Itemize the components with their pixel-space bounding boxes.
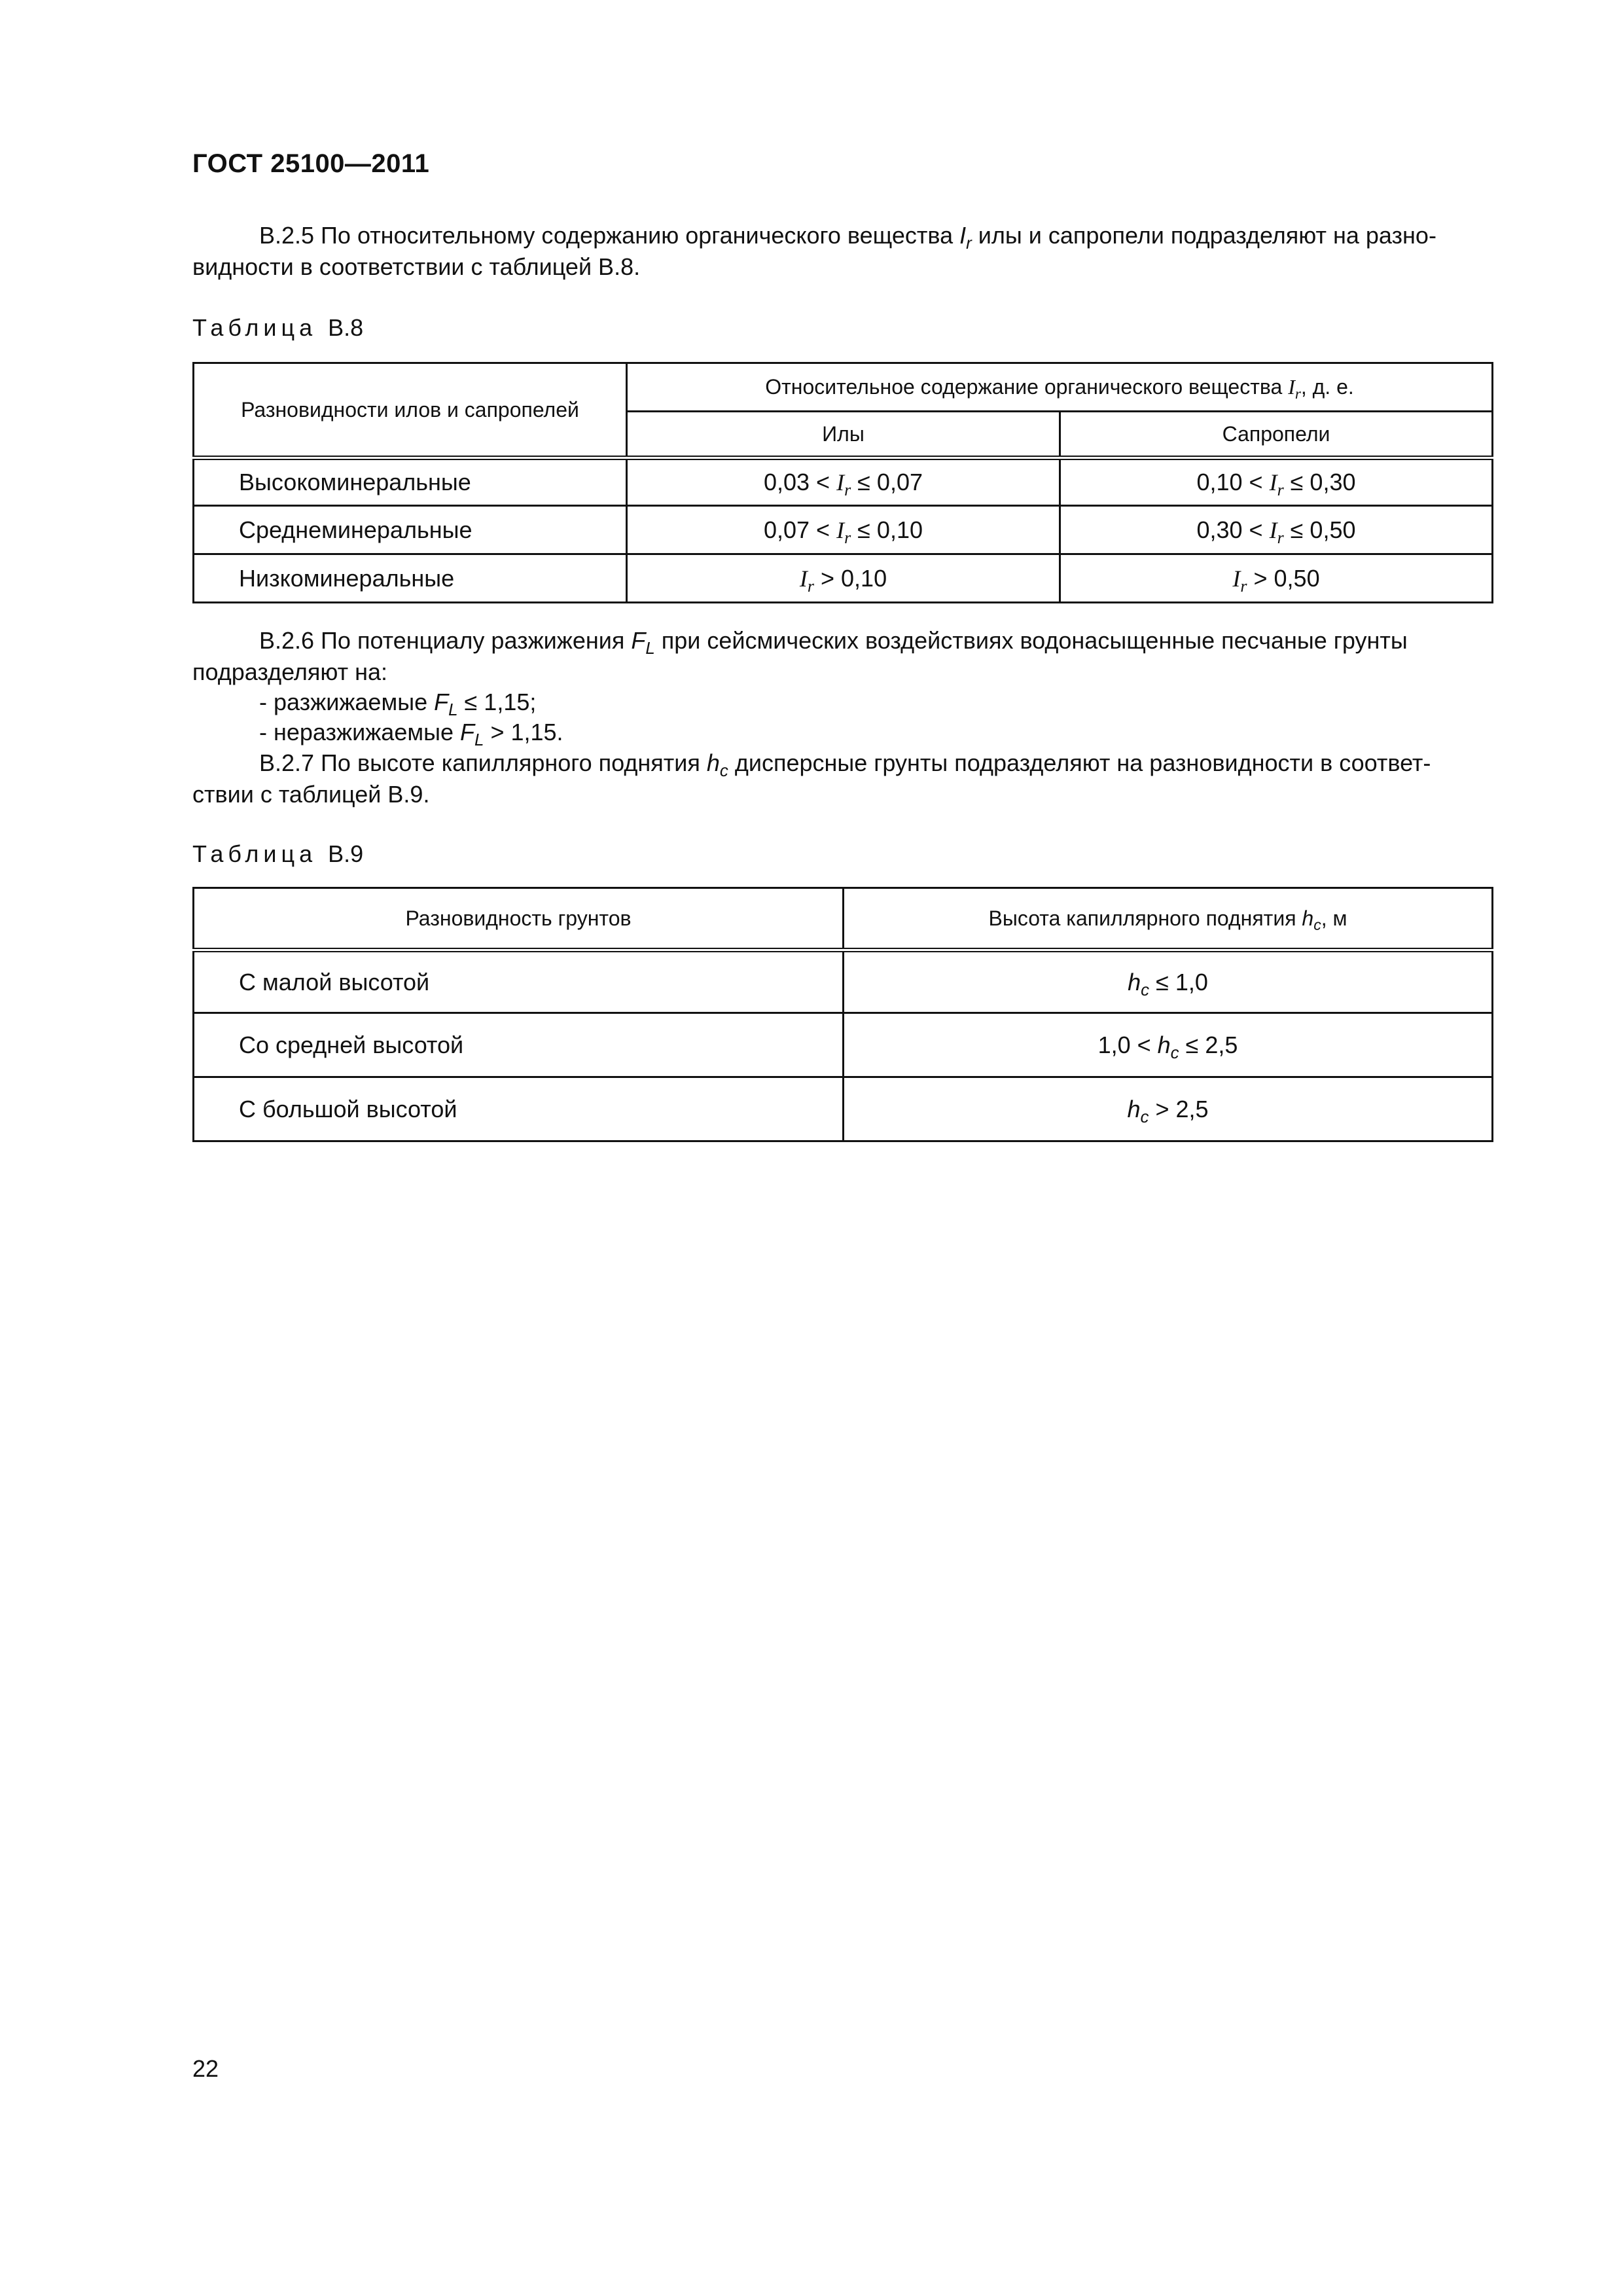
table-row: [194, 950, 1493, 1013]
subscript: r: [844, 528, 851, 547]
symbol: I: [959, 222, 967, 249]
paragraph-b25-line2: видности в соответствии с таблицей В.8.: [192, 253, 641, 280]
text: 1,0 <: [1097, 1031, 1158, 1058]
header-text: Высота капиллярного поднятия: [988, 906, 1302, 930]
table-row: [194, 506, 1493, 554]
cell-ily: [627, 458, 1060, 506]
paragraph-b26-line2: подразделяют на:: [192, 658, 388, 685]
document-header: ГОСТ 25100—2011: [192, 149, 430, 178]
subscript: c: [1313, 916, 1321, 933]
text: > 0,10: [814, 564, 887, 592]
row-label: Со средней высотой: [194, 1013, 844, 1077]
text: - разжижаемые: [259, 689, 435, 715]
text: 0,10 <: [1196, 469, 1270, 495]
row-label: Среднеминеральные: [194, 506, 627, 554]
header-text: , м: [1321, 906, 1347, 930]
table-header-row: [194, 363, 1493, 412]
text: В.2.7 По высоте капиллярного поднятия: [259, 749, 707, 776]
text: 0,07 <: [763, 516, 837, 543]
paragraph-b25: [192, 220, 1496, 251]
column-header-sapropeli: Сапропели: [1060, 412, 1493, 458]
paragraph-b27-line2: ствии с таблицей В.9.: [192, 781, 430, 808]
cell-ily: [627, 506, 1060, 554]
symbol: h: [1302, 906, 1314, 930]
text: ≤ 0,10: [851, 516, 923, 543]
subscript: c: [1170, 1043, 1179, 1062]
text: илы и сапропели подразделяют на разно-: [971, 222, 1436, 249]
subscript: L: [448, 700, 458, 719]
subscript: c: [1141, 980, 1150, 999]
caption-number: В.8: [328, 314, 364, 341]
row-label: Низкоминеральные: [194, 554, 627, 603]
subscript: c: [719, 761, 728, 780]
text: В.2.5 По относительному содержанию органического вещества: [259, 222, 960, 249]
symbol: F: [434, 689, 449, 715]
cell-sapropeli: [1060, 506, 1493, 554]
caption-word: Таблица: [192, 840, 317, 867]
column-header-varieties: Разновидности илов и сапропелей: [194, 363, 627, 458]
symbol: h: [1128, 968, 1141, 996]
text: > 2,5: [1149, 1095, 1209, 1122]
header-text: Относительное содержание органического вещества: [765, 375, 1289, 399]
caption-number: В.9: [328, 840, 364, 867]
column-group-header-organic: [627, 363, 1493, 412]
subscript: r: [966, 234, 972, 253]
table-row: [194, 1013, 1493, 1077]
symbol: I: [1269, 469, 1277, 495]
cell-height: [844, 1013, 1493, 1077]
symbol: h: [706, 749, 720, 776]
symbol: h: [1127, 1095, 1141, 1122]
text: > 0,50: [1247, 564, 1320, 592]
text: ≤ 1,0: [1149, 968, 1208, 996]
subscript: c: [1140, 1107, 1149, 1126]
text: - неразжижаемые: [259, 719, 461, 745]
text: 0,03 <: [763, 469, 837, 495]
symbol: I: [836, 516, 845, 543]
list-item: [259, 687, 536, 717]
text: > 1,15.: [484, 719, 563, 745]
text: ≤ 0,50: [1283, 516, 1356, 543]
cell-ily: [627, 554, 1060, 603]
cell-height: [844, 950, 1493, 1013]
row-label: С малой высотой: [194, 950, 844, 1013]
row-label: С большой высотой: [194, 1077, 844, 1141]
symbol: I: [1288, 375, 1295, 399]
header-text: , д. е.: [1300, 375, 1354, 399]
symbol: h: [1157, 1031, 1171, 1058]
table-b9-caption: [192, 840, 363, 868]
subscript: r: [1277, 480, 1284, 499]
table-b8: [192, 362, 1493, 603]
symbol: I: [1232, 565, 1241, 592]
table-row: [194, 458, 1493, 506]
text: 0,30 <: [1196, 516, 1270, 543]
subscript: r: [1294, 384, 1301, 402]
text: ≤ 0,30: [1283, 469, 1356, 495]
table-b8-caption: [192, 314, 363, 342]
symbol: I: [799, 565, 808, 592]
text: В.2.6 По потенциалу разжижения: [259, 627, 632, 654]
page-number: 22: [192, 2055, 219, 2082]
text: ≤ 2,5: [1179, 1031, 1238, 1058]
subscript: r: [1277, 528, 1284, 547]
subscript: r: [1240, 576, 1247, 596]
text: при сейсмических воздействиях водонасыщенные песчаные грунты: [654, 627, 1408, 654]
row-label: Высокоминеральные: [194, 458, 627, 506]
table-b9: [192, 887, 1493, 1142]
column-header-ily: Илы: [627, 412, 1060, 458]
subscript: r: [807, 576, 814, 596]
paragraph-b27: [192, 747, 1496, 778]
cell-sapropeli: [1060, 554, 1493, 603]
text: дисперсные грунты подразделяют на разновидности в соответ-: [728, 749, 1431, 776]
table-row: [194, 554, 1493, 603]
subscript: L: [474, 730, 484, 749]
list-item: [259, 717, 563, 747]
column-header-capillary-height: [844, 888, 1493, 950]
text: ≤ 0,07: [851, 469, 923, 495]
cell-height: [844, 1077, 1493, 1141]
symbol: F: [631, 627, 646, 654]
table-row: [194, 1077, 1493, 1141]
cell-sapropeli: [1060, 458, 1493, 506]
symbol: I: [836, 469, 845, 495]
table-header-row: [194, 888, 1493, 950]
column-header-soil-variety: Разновидность грунтов: [194, 888, 844, 950]
caption-word: Таблица: [192, 314, 317, 341]
subscript: L: [645, 639, 655, 658]
text: ≤ 1,15;: [457, 689, 537, 715]
paragraph-b26: [192, 625, 1496, 656]
symbol: I: [1269, 516, 1277, 543]
symbol: F: [460, 719, 475, 745]
subscript: r: [844, 480, 851, 499]
